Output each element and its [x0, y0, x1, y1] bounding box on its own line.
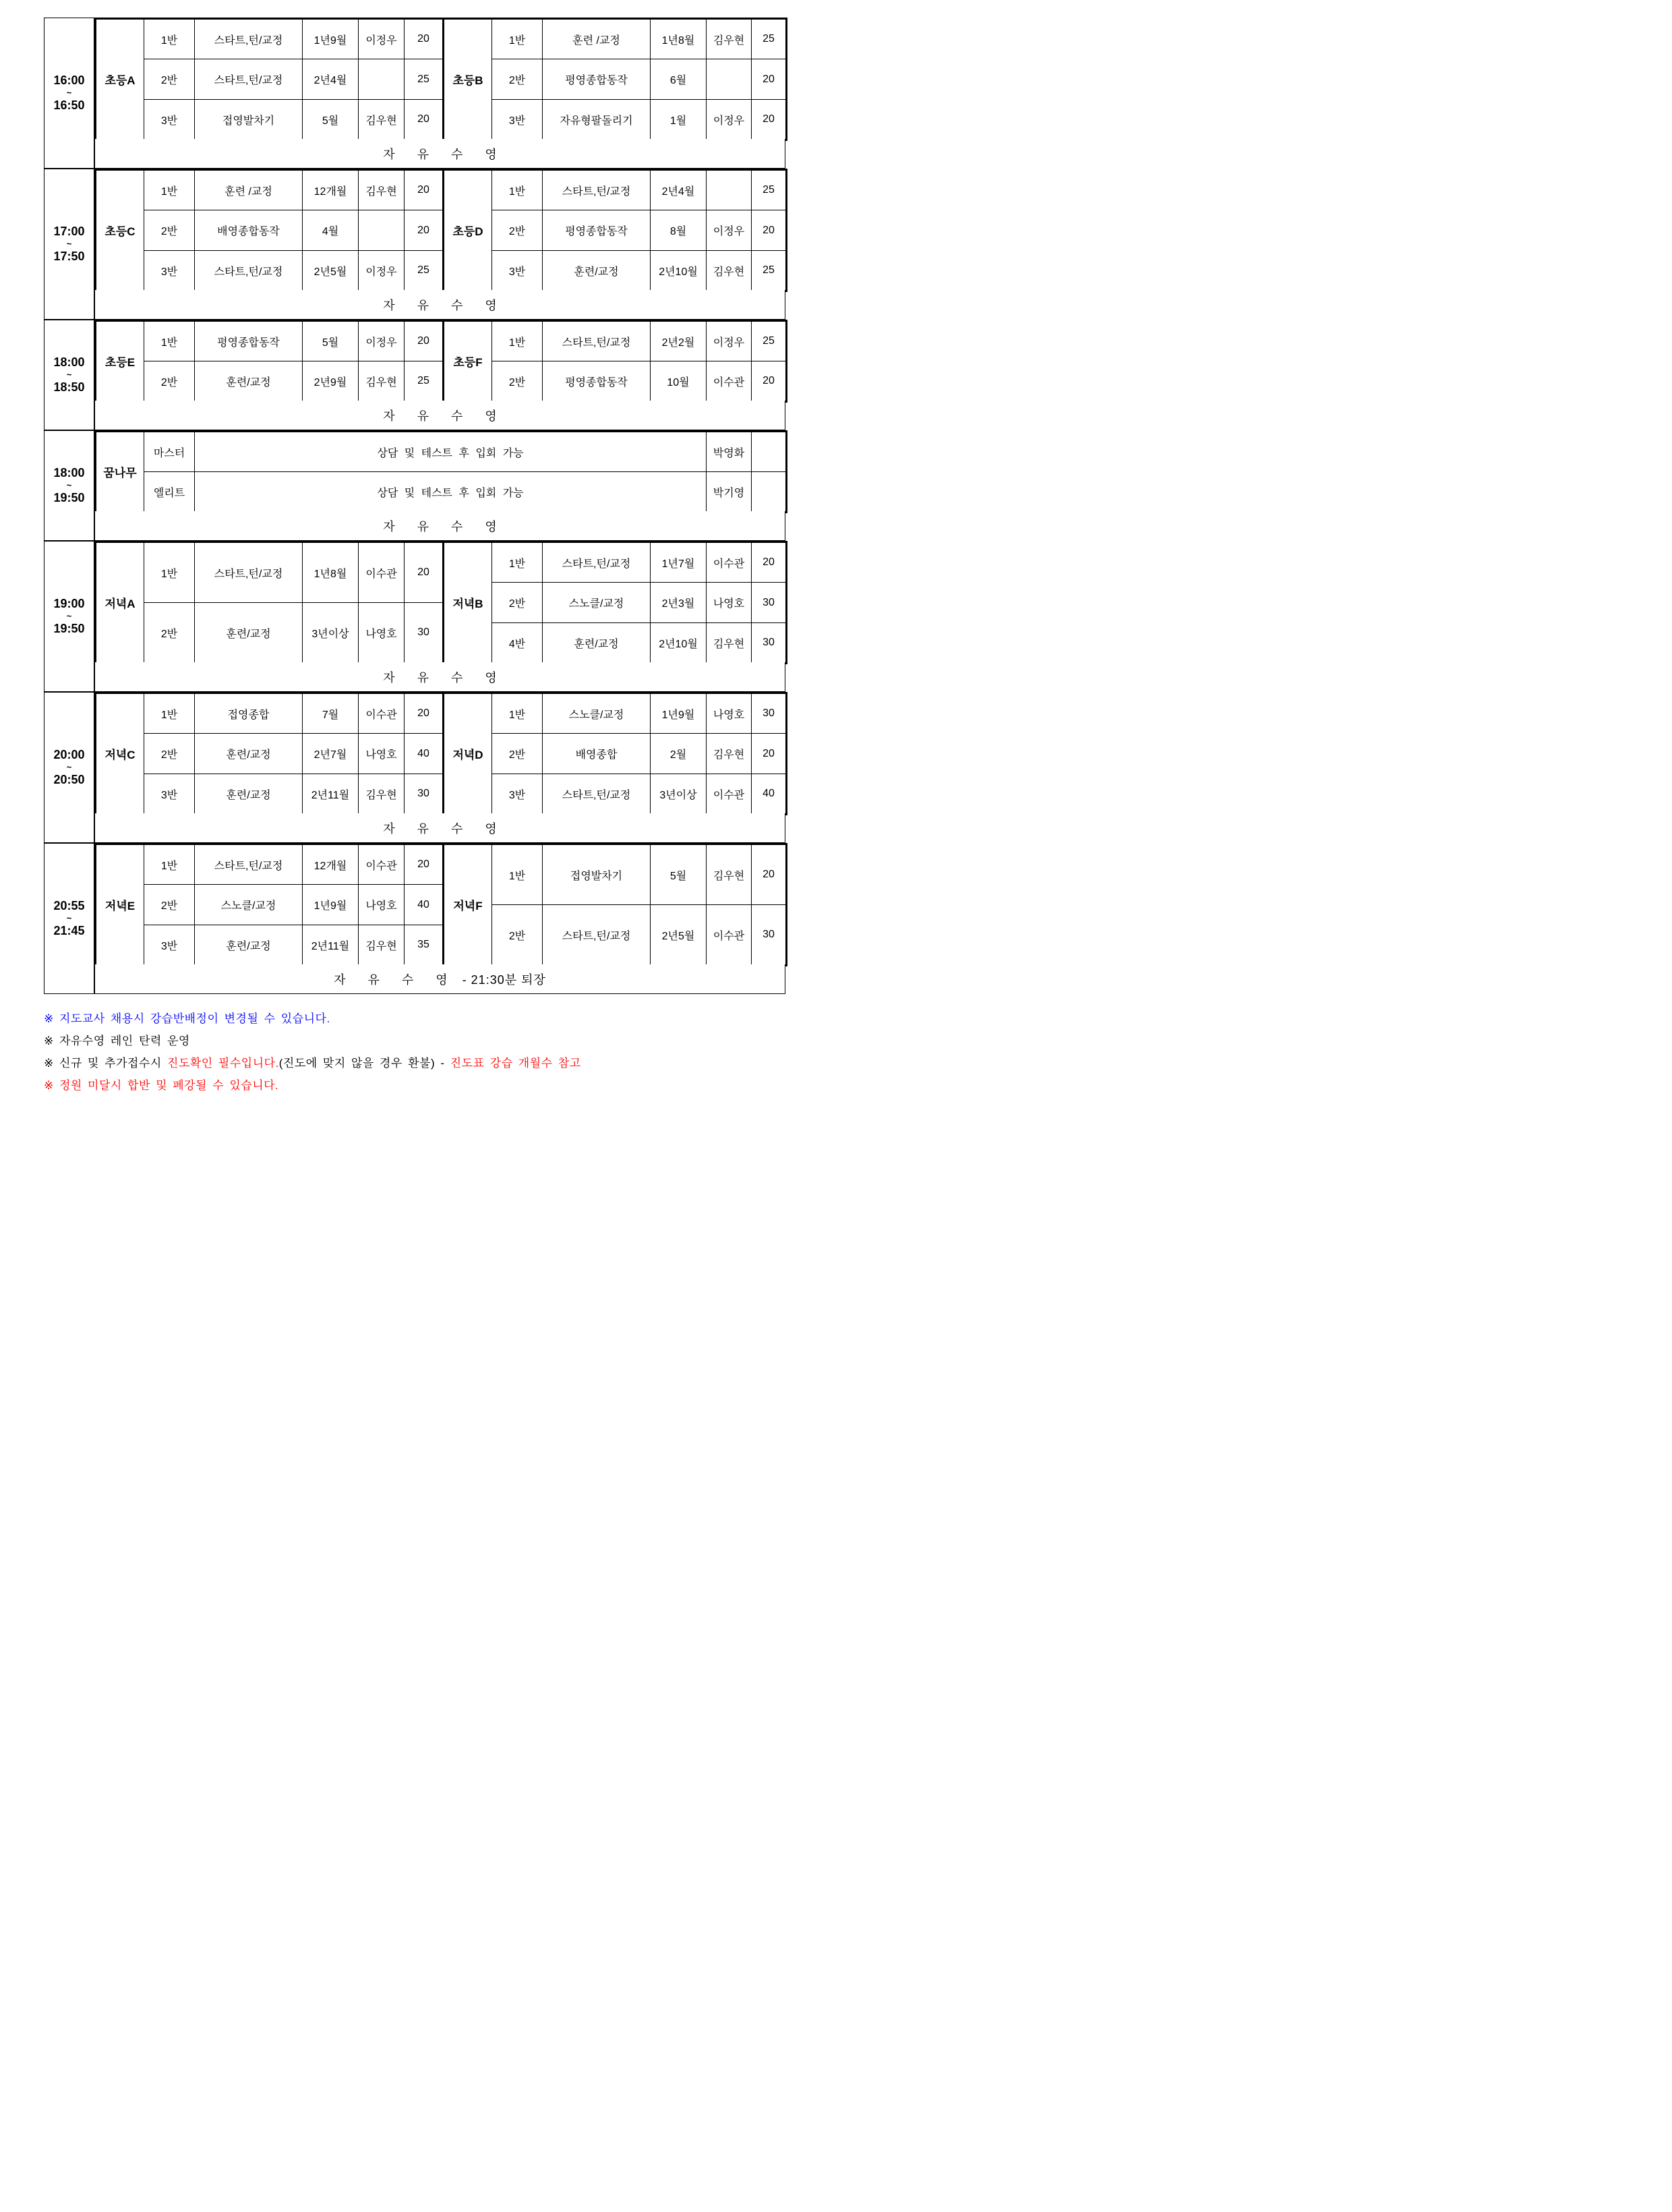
capacity-cell: 25: [752, 170, 787, 210]
instructor-cell: 이수관: [707, 905, 752, 966]
free-swim-label: 자 유 수 영: [383, 821, 506, 836]
note-segment: ※ 정원 미달시 합반 및 폐강될 수 있습니다.: [44, 1079, 279, 1092]
class-cell: 1반: [144, 844, 195, 885]
instructor-cell: 이정우: [707, 321, 752, 361]
time-end: 20:50: [53, 773, 85, 787]
capacity-cell: 20: [405, 170, 444, 210]
capacity-cell: 25: [752, 19, 787, 59]
note-line: [44, 1053, 581, 1070]
instructor-cell: 나영호: [359, 734, 405, 774]
class-cell: 1반: [492, 542, 543, 583]
capacity-cell: 30: [405, 603, 444, 664]
schedule-block-5: [94, 541, 787, 664]
instructor-cell: 나영호: [707, 583, 752, 623]
class-cell: 2반: [144, 603, 195, 664]
class-cell: 1반: [144, 19, 195, 59]
capacity-cell: 25: [405, 361, 444, 402]
capacity-cell: 25: [405, 251, 444, 291]
schedule-block-6: [94, 692, 787, 815]
note-line: [44, 1009, 330, 1026]
capacity-cell: 30: [752, 905, 787, 966]
class-cell: 1반: [144, 542, 195, 603]
table-row: [96, 472, 787, 513]
note-segment: ※ 지도교사 채용시 강습반배정이 변경될 수 있습니다.: [44, 1012, 330, 1025]
group-label: 저녁D: [444, 693, 492, 815]
duration-cell: 2년11월: [303, 925, 359, 966]
time-slot: [44, 169, 94, 320]
class-cell: 2반: [144, 361, 195, 402]
group-label: 저녁A: [96, 542, 144, 664]
class-cell: 2반: [492, 59, 543, 100]
class-cell: 2반: [492, 583, 543, 623]
time-end: 19:50: [53, 622, 85, 636]
lesson-content-cell: 훈련 /교정: [543, 19, 651, 59]
duration-cell: 3년이상: [303, 603, 359, 664]
note-segment: 진도확인 필수입니다.: [167, 1057, 279, 1070]
capacity-cell: 20: [405, 542, 444, 603]
time-start: 18:00: [53, 466, 85, 480]
free-swim-row: [94, 662, 785, 692]
capacity-cell: 25: [752, 321, 787, 361]
lesson-content-cell: 스타트,턴/교정: [543, 905, 651, 966]
class-cell: 2반: [492, 210, 543, 251]
table-row: [96, 844, 787, 885]
group-label: 저녁F: [444, 844, 492, 966]
capacity-cell: 40: [752, 774, 787, 815]
free-swim-row: [94, 290, 785, 320]
lesson-content-cell: 접영종합: [195, 693, 303, 734]
class-cell: 3반: [144, 251, 195, 291]
lesson-content-cell: 훈련/교정: [195, 774, 303, 815]
time-separator: ~: [66, 761, 72, 772]
time-start: 20:55: [53, 899, 85, 913]
class-cell: 3반: [492, 100, 543, 140]
capacity-cell: 20: [752, 542, 787, 583]
class-cell: 3반: [144, 100, 195, 140]
lesson-content-cell: 스노클/교정: [195, 885, 303, 925]
instructor-cell: 김우현: [707, 623, 752, 664]
table-row: [96, 734, 787, 774]
table-row: [96, 361, 787, 402]
schedule-block-4: [94, 430, 787, 513]
group-label: 저녁E: [96, 844, 144, 966]
duration-cell: 2년5월: [303, 251, 359, 291]
class-cell: 1반: [144, 170, 195, 210]
class-cell: 마스터: [144, 432, 195, 472]
instructor-cell: [707, 170, 752, 210]
instructor-cell: 김우현: [359, 170, 405, 210]
lesson-content-cell: 훈련/교정: [195, 603, 303, 664]
duration-cell: 1년9월: [651, 693, 707, 734]
schedule-block-1: [94, 18, 787, 141]
capacity-cell: 30: [752, 693, 787, 734]
free-swim-label: 자 유 수 영: [383, 147, 506, 161]
table-row: [96, 774, 787, 815]
duration-cell: 2년9월: [303, 361, 359, 402]
group-label: 초등E: [96, 321, 144, 402]
time-slot: [44, 18, 94, 169]
class-cell: 2반: [144, 734, 195, 774]
lesson-content-cell: 스타트,턴/교정: [195, 844, 303, 885]
class-cell: 3반: [492, 774, 543, 815]
lesson-content-cell: 훈련/교정: [543, 251, 651, 291]
instructor-cell: 김우현: [707, 734, 752, 774]
table-row: [96, 542, 787, 583]
time-end: 21:45: [53, 924, 85, 938]
group-label: 초등C: [96, 170, 144, 291]
instructor-cell: 이수관: [359, 693, 405, 734]
class-cell: 2반: [144, 59, 195, 100]
schedule-block-2: [94, 169, 787, 292]
capacity-cell: 25: [405, 59, 444, 100]
table-row: [96, 432, 787, 472]
lesson-content-cell: 스노클/교정: [543, 583, 651, 623]
capacity-cell: 20: [752, 361, 787, 402]
class-cell: 3반: [492, 251, 543, 291]
capacity-cell: 35: [405, 925, 444, 966]
note-segment: 진도표 강습 개월수 참고: [450, 1057, 581, 1070]
group-label: 꿈나무: [96, 432, 144, 513]
table-row: [96, 251, 787, 291]
duration-cell: 2년11월: [303, 774, 359, 815]
time-separator: ~: [66, 610, 72, 621]
class-cell: 1반: [492, 693, 543, 734]
class-cell: 1반: [144, 693, 195, 734]
free-swim-row: [94, 813, 785, 843]
table-row: [96, 59, 787, 100]
class-cell: 1반: [492, 19, 543, 59]
free-swim-row: [94, 139, 785, 169]
free-swim-row: [94, 964, 785, 994]
instructor-cell: 나영호: [359, 603, 405, 664]
lesson-content-cell: 스타트,턴/교정: [195, 542, 303, 603]
time-end: 19:50: [53, 491, 85, 505]
time-slot: [44, 430, 94, 541]
duration-cell: 2년4월: [303, 59, 359, 100]
group-label: 초등A: [96, 19, 144, 140]
table-row: [96, 321, 787, 361]
instructor-cell: 이정우: [707, 100, 752, 140]
duration-cell: 5월: [651, 844, 707, 905]
class-cell: 2반: [144, 210, 195, 251]
duration-cell: 1년9월: [303, 19, 359, 59]
instructor-cell: 박영화: [707, 432, 752, 472]
duration-cell: 10월: [651, 361, 707, 402]
table-row: [96, 210, 787, 251]
free-swim-row: [94, 401, 785, 430]
class-cell: 1반: [492, 170, 543, 210]
lesson-content-cell: 접영발차기: [543, 844, 651, 905]
duration-cell: 1년8월: [651, 19, 707, 59]
lesson-content-cell: 스타트,턴/교정: [543, 321, 651, 361]
time-separator: ~: [66, 238, 72, 249]
time-slot: [44, 320, 94, 430]
instructor-cell: 나영호: [707, 693, 752, 734]
duration-cell: 7월: [303, 693, 359, 734]
table-row: [96, 19, 787, 59]
capacity-cell: 20: [752, 844, 787, 905]
duration-cell: 2년3월: [651, 583, 707, 623]
lesson-content-cell: 평영종합동작: [543, 59, 651, 100]
duration-cell: 3년이상: [651, 774, 707, 815]
merged-note-cell: 상담 및 테스트 후 입회 가능: [195, 432, 707, 472]
instructor-cell: 김우현: [359, 361, 405, 402]
time-end: 17:50: [53, 250, 85, 264]
capacity-cell: 20: [405, 210, 444, 251]
instructor-cell: 이수관: [359, 844, 405, 885]
duration-cell: 12개월: [303, 844, 359, 885]
duration-cell: 4월: [303, 210, 359, 251]
lesson-content-cell: 스타트,턴/교정: [195, 19, 303, 59]
instructor-cell: 나영호: [359, 885, 405, 925]
capacity-cell: 20: [752, 210, 787, 251]
note-line: [44, 1076, 278, 1093]
lesson-content-cell: 스타트,턴/교정: [195, 251, 303, 291]
instructor-cell: [359, 210, 405, 251]
lesson-content-cell: 훈련/교정: [195, 734, 303, 774]
instructor-cell: [707, 59, 752, 100]
instructor-cell: [359, 59, 405, 100]
instructor-cell: 이정우: [707, 210, 752, 251]
capacity-cell: 30: [405, 774, 444, 815]
lesson-content-cell: 자유형팔돌리기: [543, 100, 651, 140]
instructor-cell: 김우현: [707, 844, 752, 905]
capacity-cell: 20: [405, 100, 444, 140]
class-cell: 3반: [144, 925, 195, 966]
instructor-cell: 이수관: [707, 542, 752, 583]
capacity-cell: [752, 432, 787, 472]
time-separator: ~: [66, 479, 72, 490]
lesson-content-cell: 접영발차기: [195, 100, 303, 140]
instructor-cell: 이정우: [359, 19, 405, 59]
lesson-content-cell: 배영종합동작: [195, 210, 303, 251]
capacity-cell: 20: [752, 59, 787, 100]
capacity-cell: 30: [752, 623, 787, 664]
capacity-cell: 40: [405, 885, 444, 925]
capacity-cell: 40: [405, 734, 444, 774]
duration-cell: 2월: [651, 734, 707, 774]
time-slot: [44, 692, 94, 843]
class-cell: 엘리트: [144, 472, 195, 513]
class-cell: 1반: [144, 321, 195, 361]
free-swim-label: 자 유 수 영: [383, 519, 506, 533]
time-slot: [44, 541, 94, 692]
instructor-cell: 김우현: [707, 251, 752, 291]
time-start: 17:00: [53, 225, 85, 239]
capacity-cell: 25: [752, 251, 787, 291]
class-cell: 2반: [492, 361, 543, 402]
time-start: 19:00: [53, 597, 85, 611]
class-cell: 3반: [144, 774, 195, 815]
duration-cell: 8월: [651, 210, 707, 251]
instructor-cell: 김우현: [359, 100, 405, 140]
group-label: 저녁B: [444, 542, 492, 664]
instructor-cell: 김우현: [359, 925, 405, 966]
duration-cell: 2년10월: [651, 623, 707, 664]
duration-cell: 1년7월: [651, 542, 707, 583]
note-segment: ※ 자유수영 레인 탄력 운영: [44, 1035, 190, 1047]
lesson-content-cell: 훈련/교정: [543, 623, 651, 664]
capacity-cell: 20: [405, 19, 444, 59]
duration-cell: 6월: [651, 59, 707, 100]
lesson-content-cell: 스타트,턴/교정: [543, 170, 651, 210]
lesson-content-cell: 훈련/교정: [195, 361, 303, 402]
lesson-content-cell: 평영종합동작: [195, 321, 303, 361]
merged-note-cell: 상담 및 테스트 후 입회 가능: [195, 472, 707, 513]
duration-cell: 2년2월: [651, 321, 707, 361]
group-label: 저녁C: [96, 693, 144, 815]
time-start: 20:00: [53, 748, 85, 762]
free-swim-label: 자 유 수 영: [383, 409, 506, 423]
lesson-content-cell: 스타트,턴/교정: [543, 542, 651, 583]
free-swim-label: 자 유 수 영: [334, 972, 457, 987]
duration-cell: 12개월: [303, 170, 359, 210]
note-segment: ※ 신규 및 추가접수시: [44, 1057, 168, 1070]
lesson-content-cell: 평영종합동작: [543, 361, 651, 402]
class-cell: 2반: [492, 905, 543, 966]
group-label: 초등F: [444, 321, 492, 402]
time-end: 16:50: [53, 98, 85, 113]
free-swim-label: 자 유 수 영: [383, 298, 506, 312]
duration-cell: 5월: [303, 100, 359, 140]
time-separator: ~: [66, 369, 72, 380]
time-separator: ~: [66, 87, 72, 98]
duration-cell: 1년9월: [303, 885, 359, 925]
instructor-cell: 김우현: [359, 774, 405, 815]
class-cell: 4반: [492, 623, 543, 664]
lesson-content-cell: 훈련/교정: [195, 925, 303, 966]
capacity-cell: 20: [752, 100, 787, 140]
time-slot: [44, 843, 94, 994]
duration-cell: 1년8월: [303, 542, 359, 603]
lesson-content-cell: 스타트,턴/교정: [195, 59, 303, 100]
table-row: [96, 170, 787, 210]
instructor-cell: 박기영: [707, 472, 752, 513]
capacity-cell: 20: [405, 693, 444, 734]
duration-cell: 2년10월: [651, 251, 707, 291]
instructor-cell: 이수관: [707, 361, 752, 402]
class-cell: 2반: [492, 734, 543, 774]
free-swim-label: 자 유 수 영: [383, 670, 506, 685]
free-swim-exit-time: - 21:30분 퇴장: [462, 972, 546, 987]
group-label: 초등B: [444, 19, 492, 140]
instructor-cell: 이정우: [359, 321, 405, 361]
instructor-cell: 김우현: [707, 19, 752, 59]
capacity-cell: 30: [752, 583, 787, 623]
time-separator: ~: [66, 912, 72, 923]
instructor-cell: 이수관: [359, 542, 405, 603]
instructor-cell: 이정우: [359, 251, 405, 291]
capacity-cell: 20: [405, 321, 444, 361]
table-row: [96, 693, 787, 734]
duration-cell: 2년7월: [303, 734, 359, 774]
capacity-cell: [752, 472, 787, 513]
duration-cell: 1월: [651, 100, 707, 140]
class-cell: 1반: [492, 321, 543, 361]
capacity-cell: 20: [405, 844, 444, 885]
lesson-content-cell: 평영종합동작: [543, 210, 651, 251]
lesson-content-cell: 스노클/교정: [543, 693, 651, 734]
schedule-block-3: [94, 320, 787, 403]
instructor-cell: 이수관: [707, 774, 752, 815]
group-label: 초등D: [444, 170, 492, 291]
lesson-content-cell: 스타트,턴/교정: [543, 774, 651, 815]
note-segment: (진도에 맞지 않을 경우 환불) -: [278, 1057, 450, 1070]
capacity-cell: 20: [752, 734, 787, 774]
class-cell: 1반: [492, 844, 543, 905]
schedule-block-7: [94, 843, 787, 966]
lesson-content-cell: 배영종합: [543, 734, 651, 774]
time-end: 18:50: [53, 380, 85, 395]
time-start: 16:00: [53, 74, 85, 88]
note-line: [44, 1031, 190, 1048]
duration-cell: 5월: [303, 321, 359, 361]
free-swim-row: [94, 511, 785, 541]
swim-lesson-schedule-page: [0, 0, 836, 1106]
table-row: [96, 100, 787, 140]
class-cell: 2반: [144, 885, 195, 925]
duration-cell: 2년5월: [651, 905, 707, 966]
time-start: 18:00: [53, 355, 85, 370]
duration-cell: 2년4월: [651, 170, 707, 210]
lesson-content-cell: 훈련 /교정: [195, 170, 303, 210]
